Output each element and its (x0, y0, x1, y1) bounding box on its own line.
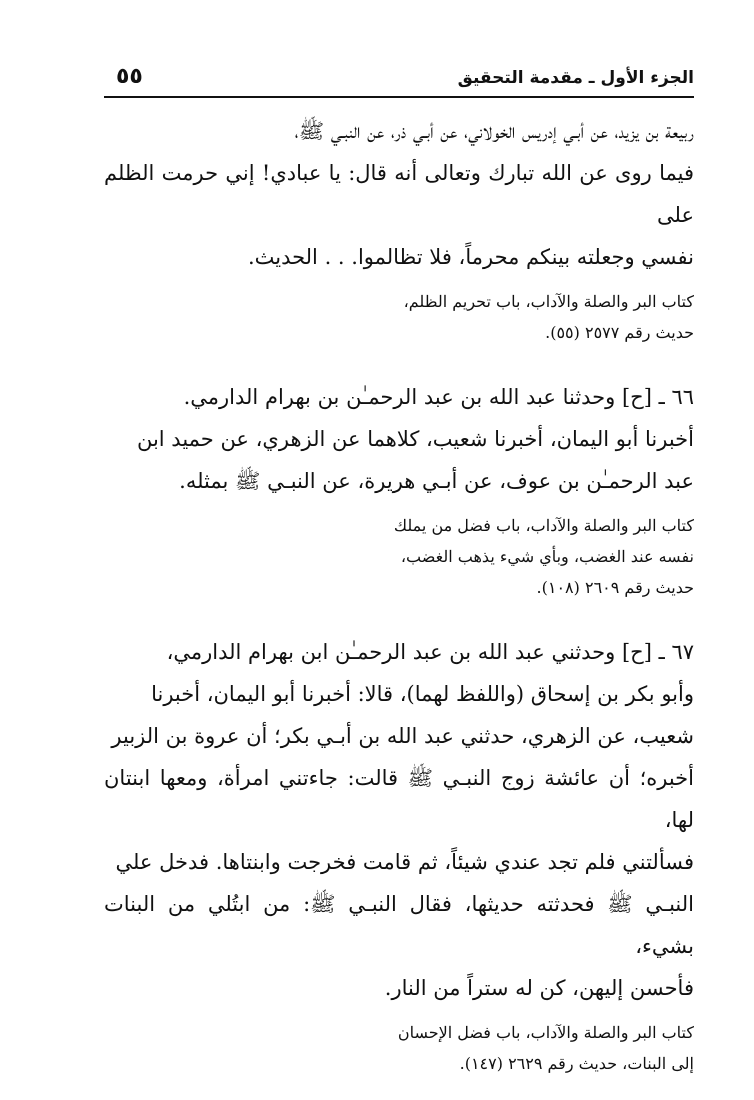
text-line: نفسي وجعلته بينكم محرماً، فلا تظالموا. . . الحديث. (247, 245, 694, 269)
text-line: فأحسن إليهن، كن له ستراً من النار. (384, 976, 694, 1000)
page-number: ٥٥ (116, 64, 143, 89)
text-line: ربيعة بن يزيد، عن أبـي إدريس الخولاني، عن أبـي ذر، عن النبـي ﷺ، (294, 119, 694, 143)
note-line: نفسه عند الغضب، وبأي شيء يذهب الغضب، (400, 547, 694, 566)
source-note (324, 510, 694, 603)
text-line: أخبره؛ أن عائشة زوج النبـي ﷺ قالت: جاءتني امرأة، ومعها ابنتان لها، (104, 766, 694, 832)
note-line: كتاب البر والصلة والآداب، باب فضل الإحسان (397, 1023, 694, 1042)
text-line: ٦٦ ـ [ح] وحدثنا عبد الله بن عبد الرحمـٰن بن بهرام الدارمي. (183, 385, 694, 409)
note-line: إلى البنات، حديث رقم ٢٦٢٩ (١٤٧). (459, 1054, 694, 1073)
hadith-block-continuation (104, 110, 694, 278)
book-page (104, 62, 694, 1079)
hadith-block-66 (104, 376, 694, 502)
text-line: شعيب، عن الزهري، حدثني عبد الله بن أبـي بكر؛ أن عروة بن الزبير (111, 724, 694, 748)
source-note (324, 1017, 694, 1079)
text-line: فيما روى عن الله تبارك وتعالى أنه قال: يا عبادي! إني حرمت الظلم على (104, 161, 694, 227)
text-line: عبد الرحمـٰن بن عوف، عن أبـي هريرة، عن النبـي ﷺ بمثله. (179, 469, 694, 493)
note-line: كتاب البر والصلة والآداب، باب فضل من يملك (393, 516, 694, 535)
source-note (324, 286, 694, 348)
text-line: النبـي ﷺ فحدثته حديثها، فقال النبـي ﷺ: من ابتُلي من البنات بشيء، (104, 892, 694, 958)
text-line: أخبرنا أبو اليمان، أخبرنا شعيب، كلاهما عن الزهري، عن حميد ابن (136, 427, 694, 451)
hadith-block-67 (104, 631, 694, 1009)
note-line: حديث رقم ٢٦٠٩ (١٠٨). (536, 578, 694, 597)
note-line: حديث رقم ٢٥٧٧ (٥٥). (545, 323, 694, 342)
header-title: الجزء الأول ـ مقدمة التحقيق (457, 68, 694, 88)
text-line: ٦٧ ـ [ح] وحدثني عبد الله بن عبد الرحمـٰن ابن بهرام الدارمي، (166, 640, 694, 664)
note-line: كتاب البر والصلة والآداب، باب تحريم الظلم، (403, 292, 694, 311)
text-line: وأبو بكر بن إسحاق (واللفظ لهما)، قالا: أخبرنا أبو اليمان، أخبرنا (151, 682, 694, 706)
text-line: فسألتني فلم تجد عندي شيئاً، ثم قامت فخرجت وابنتاها. فدخل علي (115, 850, 694, 874)
running-header (104, 62, 694, 98)
